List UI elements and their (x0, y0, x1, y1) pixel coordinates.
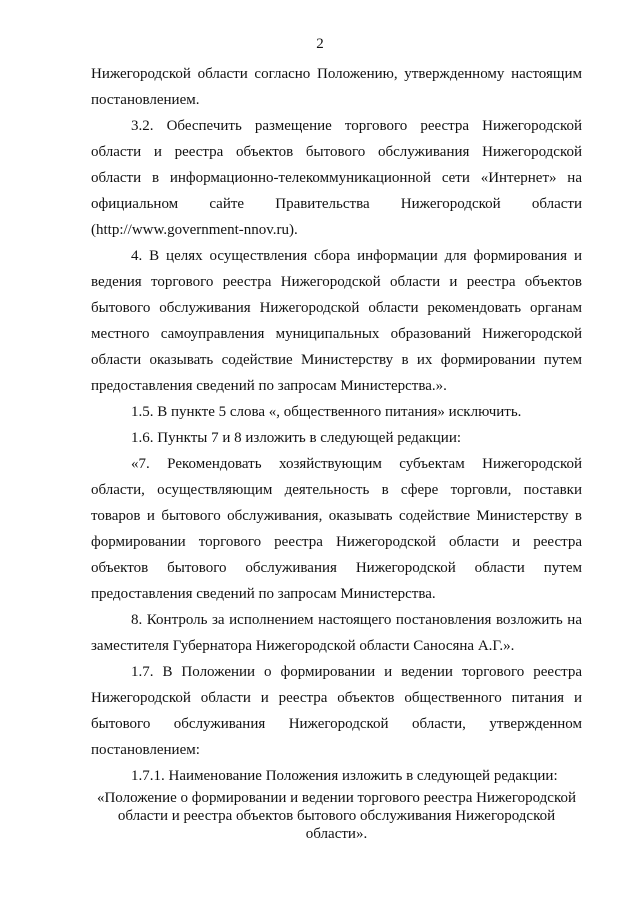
paragraph-1-6: 1.6. Пункты 7 и 8 изложить в следующей редакции: (131, 430, 462, 446)
paragraph-3-2: 3.2. Обеспечить размещение торгового реестра Нижегородской области и реестра объектов бытового обслуживания Нижегородской области в информационно-телекоммуникационной сети «Интернет» на официальном сайте Правительства Нижегородской области (http://www.government-nnov.ru). (91, 118, 582, 238)
paragraph-4: 4. В целях осуществления сбора информации для формирования и ведения торгового реестра Нижегородской области и реестра объектов бытового обслуживания Нижегородской области рекомендовать органам местного самоуправления муниципальных образований Нижегородской области оказывать содействие Министерству в их формировании путем предоставления сведений по запросам Министерства.». (91, 248, 582, 394)
quoted-title-block (91, 789, 582, 843)
paragraph-1-7-1: 1.7.1. Наименование Положения изложить в следующей редакции: (131, 768, 558, 784)
page-number: 2 (316, 36, 324, 52)
paragraph-1-7: 1.7. В Положении о формировании и ведении торгового реестра Нижегородской области и реестра объектов общественного питания и бытового обслуживания Нижегородской области, утвержденном постановлением: (91, 664, 582, 758)
paragraph-8: 8. Контроль за исполнением настоящего постановления возложить на заместителя Губернатора Нижегородской области Саносяна А.Г.». (91, 612, 582, 654)
paragraph-7: «7. Рекомендовать хозяйствующим субъектам Нижегородской области, осуществляющим деятельность в сфере торговли, поставки товаров и бытового обслуживания, оказывать содействие Министерству в формировании торгового реестра Нижегородской области и реестра объектов бытового обслуживания Нижегородской области путем предоставления сведений по запросам Министерства. (91, 456, 582, 602)
quoted-title: «Положение о формировании и ведении торгового реестра Нижегородской области и реестра объектов бытового обслуживания Нижегородской области». (96, 790, 577, 842)
document-body (91, 61, 582, 789)
paragraph-1-5: 1.5. В пункте 5 слова «, общественного питания» исключить. (131, 404, 522, 420)
paragraph-continuation: Нижегородской области согласно Положению, утвержденному настоящим постановлением. (91, 66, 582, 108)
